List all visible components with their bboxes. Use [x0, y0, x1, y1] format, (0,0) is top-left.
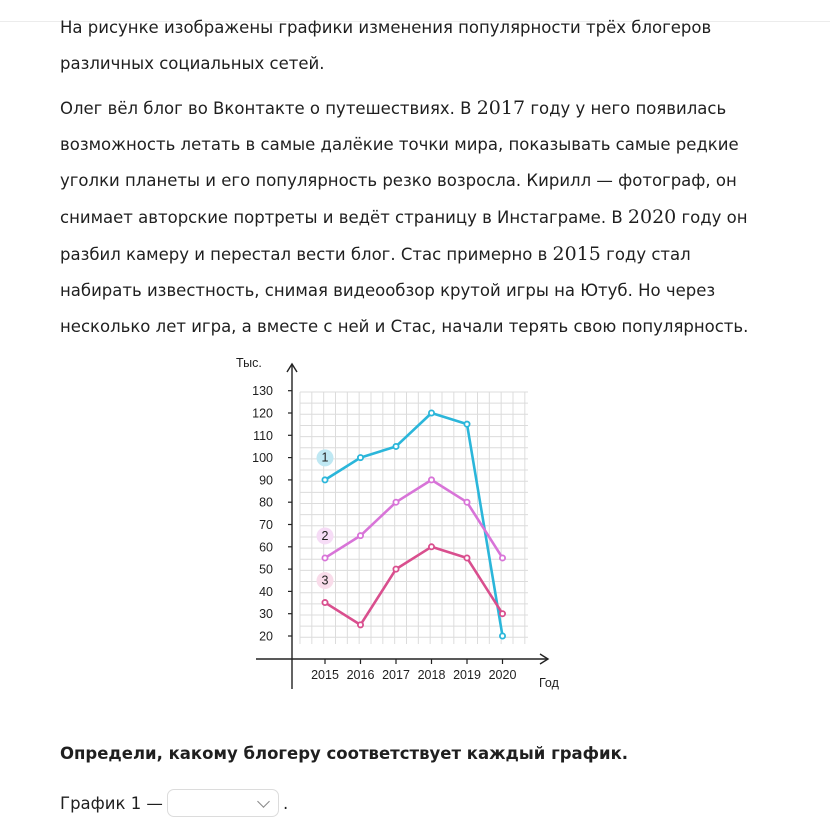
data-point	[464, 500, 469, 505]
data-point	[358, 455, 363, 460]
y-tick-label: 130	[252, 384, 273, 399]
data-point	[322, 555, 327, 560]
data-point	[464, 422, 469, 427]
series-line-2	[325, 480, 503, 558]
answer-label: График 1 —	[60, 793, 163, 813]
task-text	[60, 10, 760, 345]
data-point	[322, 600, 327, 605]
y-tick-label: 80	[259, 495, 273, 510]
y-tick-label: 70	[259, 518, 273, 532]
y-tick-label: 100	[252, 451, 273, 466]
y-tick-label: 50	[259, 562, 273, 577]
answer-row	[60, 789, 288, 817]
question-text: Определи, какому блогеру соответствует каждый график.	[60, 744, 629, 763]
story-part-4: году стал набирать известность, снимая видеообзор крутой игры на Ютуб. Но через несколько лет игра, а вместе с ней и Стас, начали терять свою популярность.	[60, 245, 749, 336]
x-tick-label: 2017	[382, 668, 410, 682]
data-point	[500, 633, 505, 638]
intro-paragraph: На рисунке изображены графики изменения популярности трёх блогеров различных социальных сетей.	[60, 18, 712, 73]
chevron-down-icon	[257, 795, 270, 808]
x-tick-label: 2019	[453, 668, 481, 682]
data-point	[464, 555, 469, 560]
y-tick-label: 90	[259, 473, 273, 488]
x-axis-label: Год	[539, 676, 559, 690]
x-tick-label: 2016	[346, 668, 375, 682]
data-point	[500, 555, 505, 560]
data-point	[358, 622, 363, 627]
data-point	[429, 477, 434, 482]
series-badge-label: 2	[321, 528, 329, 543]
series-badge-label: 1	[321, 450, 329, 465]
series-line-3	[325, 547, 503, 625]
series-line-1	[325, 413, 503, 636]
data-point	[358, 533, 363, 538]
data-point	[429, 544, 434, 549]
data-point	[393, 567, 398, 572]
y-tick-label: 120	[252, 406, 273, 421]
year-2017: 2017	[476, 97, 526, 119]
popularity-chart	[226, 346, 576, 696]
answer-suffix: .	[282, 793, 289, 813]
year-2020: 2020	[627, 206, 677, 228]
y-tick-label: 30	[259, 607, 273, 622]
data-point	[393, 444, 398, 449]
story-part-1: Олег вёл блог во Вконтакте о путешествиях. В	[60, 99, 477, 118]
x-tick-label: 2015	[311, 668, 339, 682]
x-tick-label: 2018	[417, 668, 446, 682]
y-axis-label: Тыс.	[236, 356, 262, 370]
year-2015: 2015	[552, 243, 601, 265]
story-part-2: году у него появилась возможность летать в самые далёкие точки мира, показывать самые редкие уголки планеты и его популярность резко возросла. Кирилл — фотограф, он снимает авторские портреты и ведёт страницу в Инстаграме. В	[60, 99, 739, 227]
data-point	[322, 477, 327, 482]
data-point	[500, 611, 505, 616]
series-badge-label: 3	[321, 573, 329, 588]
data-point	[429, 410, 434, 415]
y-tick-label: 40	[259, 584, 273, 599]
y-tick-label: 60	[259, 540, 273, 555]
blogger-select[interactable]	[167, 789, 279, 817]
y-tick-label: 20	[259, 629, 273, 644]
x-tick-label: 2020	[488, 668, 517, 682]
story-part-3: году он разбил камеру и перестал вести блог. Стас примерно в	[60, 208, 748, 264]
story-paragraph	[60, 90, 760, 345]
data-point	[393, 500, 398, 505]
y-tick-label: 110	[253, 428, 273, 443]
